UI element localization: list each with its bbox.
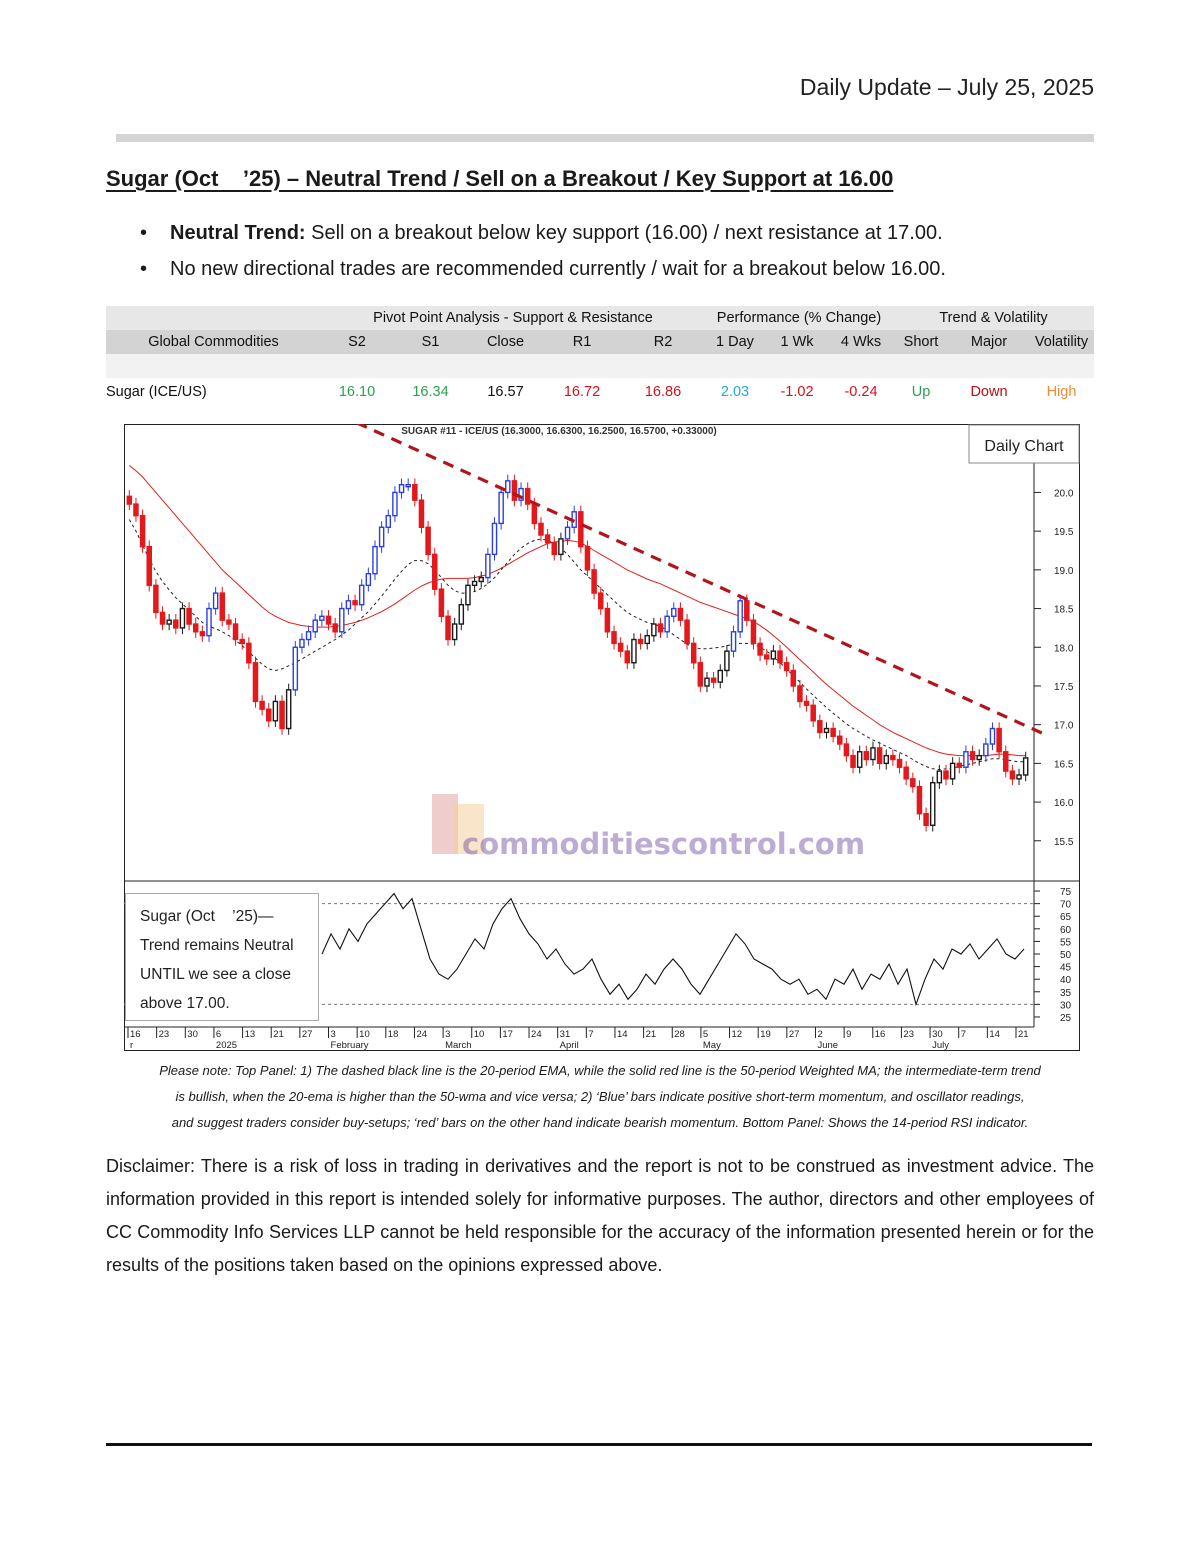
date-tick-label: 30: [932, 1029, 943, 1040]
candle-body: [838, 736, 842, 744]
candle-body: [731, 632, 735, 651]
pivot-table: [106, 306, 1094, 406]
candle-body: [565, 527, 569, 539]
candle-body: [267, 709, 271, 721]
candle-body: [240, 640, 244, 644]
watermark-text: commoditiescontrol.com: [462, 827, 866, 861]
candle-body: [326, 616, 330, 624]
candle-body: [1017, 775, 1021, 779]
candle-body: [692, 643, 696, 662]
candle-body: [1004, 752, 1008, 771]
col-header: S2: [321, 330, 393, 354]
price-tick-label: 18.5: [1054, 604, 1074, 616]
candle-body: [200, 632, 204, 636]
candle: [141, 509, 145, 552]
candle: [419, 494, 423, 533]
date-tick-label: 27: [788, 1029, 800, 1040]
price-tick-label: 18.0: [1054, 643, 1074, 655]
candle-body: [546, 535, 550, 543]
candle-body: [658, 624, 662, 632]
date-tick-label: 7: [960, 1029, 967, 1040]
rsi-tick-label: 40: [1060, 975, 1072, 987]
cell-s2: 16.10: [338, 384, 376, 400]
col-header: 4 Wks: [829, 330, 893, 354]
chart-label: Daily Chart: [984, 438, 1064, 455]
candle-body: [579, 512, 583, 547]
candle-body: [997, 729, 1001, 752]
date-tick-label: 27: [301, 1029, 313, 1040]
cell-major: Down: [970, 384, 1008, 400]
candle-body: [307, 632, 311, 640]
month-label: April: [559, 1040, 579, 1051]
candle-body: [539, 523, 543, 535]
date-tick-label: 10: [473, 1029, 485, 1040]
candle-body: [951, 763, 955, 778]
candle: [738, 595, 742, 638]
candle-body: [824, 729, 828, 733]
candle-body: [373, 547, 377, 574]
candle-body: [944, 771, 948, 779]
candle-body: [433, 554, 437, 589]
candle-body: [705, 678, 709, 686]
candle-body: [486, 554, 490, 577]
candle-body: [134, 504, 138, 516]
candle-body: [585, 547, 589, 570]
candle: [579, 506, 583, 553]
candle-body: [897, 760, 901, 768]
candle: [280, 695, 284, 734]
month-label: 2025: [215, 1040, 238, 1051]
cell-r1: 16.72: [563, 384, 601, 400]
date-tick-label: 5: [702, 1029, 709, 1040]
col-header: 1 Day: [705, 330, 765, 354]
candle-body: [639, 640, 643, 644]
candle-body: [247, 643, 251, 662]
rsi-tick-label: 25: [1060, 1012, 1072, 1024]
candle-body: [665, 616, 669, 631]
month-label: r: [130, 1040, 134, 1051]
cell-close: 16.57: [487, 384, 524, 400]
rsi-callout-line: above 17.00.: [140, 995, 230, 1012]
candle-body: [592, 570, 596, 593]
candle-body: [419, 500, 423, 527]
candle-body: [459, 605, 463, 624]
group-performance: Performance (% Change): [705, 306, 893, 330]
bullet-item: [140, 222, 943, 245]
date-tick-label: 21: [1018, 1029, 1029, 1040]
cell-1day: 2.03: [720, 384, 750, 400]
candle-body: [917, 787, 921, 814]
bullet-text: Sell on a breakout below key support (16.00) / next resistance at 17.00.: [305, 222, 943, 244]
candle-body: [771, 651, 775, 659]
col-header: S1: [393, 330, 468, 354]
date-tick-label: 14: [989, 1029, 1000, 1040]
price-tick-label: 19.0: [1054, 565, 1074, 577]
candle-body: [180, 609, 184, 628]
candle-body: [160, 612, 164, 624]
month-label: March: [445, 1040, 472, 1051]
candle-body: [552, 543, 556, 555]
date-tick-label: 21: [273, 1029, 284, 1040]
candle: [499, 486, 503, 529]
candle-body: [911, 779, 915, 787]
candle-body: [380, 527, 384, 546]
candle-body: [466, 585, 470, 604]
candle-body: [712, 678, 716, 682]
candle-body: [446, 616, 450, 639]
candle-body: [818, 721, 822, 733]
candle-body: [805, 701, 809, 705]
date-tick-label: 3: [445, 1029, 451, 1040]
candle-body: [526, 489, 530, 504]
date-tick-label: 18: [387, 1029, 399, 1040]
price-tick-label: 17.0: [1054, 720, 1074, 732]
group-trend: Trend & Volatility: [893, 306, 1094, 330]
group-pivot: Pivot Point Analysis - Support & Resistance: [321, 306, 705, 330]
candle-body: [499, 492, 503, 523]
candle-body: [685, 620, 689, 643]
candle: [220, 587, 224, 626]
disclaimer: Disclaimer: There is a risk of loss in trading in derivatives and the report is not to be construed as investment advice. The information provided in this report is intended solely for informative purposes. The author, directors and other employees of CC Commodity Info Services LLP cannot be held responsible for the accuracy of the information presented herein or for the results of the positions taken based on the opinions expressed above.: [106, 1156, 1094, 1275]
candle-body: [506, 481, 510, 493]
bullet-dot-icon: •: [140, 222, 148, 244]
col-header: Global Commodities: [106, 330, 321, 354]
date-tick-label: 28: [674, 1029, 685, 1040]
section-title: Sugar (Oct ’25) – Neutral Trend / Sell on a Breakout / Key Support at 16.00: [106, 166, 894, 191]
col-header: R2: [621, 330, 705, 354]
candle-body: [313, 620, 317, 632]
candle-body: [619, 643, 623, 651]
cell-commodity: Sugar (ICE/US): [106, 384, 207, 400]
candle-body: [871, 748, 875, 760]
candle-body: [745, 601, 749, 620]
date-tick-label: 2: [817, 1029, 823, 1040]
report-date: Daily Update – July 25, 2025: [799, 74, 1094, 100]
candle-body: [260, 701, 264, 709]
candle-body: [924, 814, 928, 826]
candle-body: [612, 632, 616, 644]
price-tick-label: 20.0: [1054, 488, 1074, 500]
date-tick-label: 3: [330, 1029, 336, 1040]
date-tick-label: 24: [416, 1029, 428, 1040]
date-tick-label: 19: [760, 1029, 771, 1040]
candle-body: [844, 744, 848, 756]
candle-body: [964, 752, 968, 767]
candle-body: [492, 523, 496, 554]
candle-body: [957, 763, 961, 767]
candle-body: [971, 752, 975, 760]
candle: [253, 657, 257, 708]
date-tick-label: 16: [874, 1029, 886, 1040]
price-tick-label: 17.5: [1054, 681, 1074, 693]
candle-body: [360, 585, 364, 604]
month-label: June: [817, 1040, 839, 1051]
candle-body: [207, 609, 211, 636]
candle: [492, 517, 496, 560]
bullet-text: No new directional trades are recommended currently / wait for a breakout below 16.00.: [170, 258, 946, 280]
candle-body: [227, 620, 231, 624]
candle-body: [984, 744, 988, 756]
candle-body: [426, 527, 430, 554]
bullet-dot-icon: •: [140, 258, 148, 280]
table-row: [106, 378, 1094, 406]
date-tick-label: 14: [616, 1029, 628, 1040]
candle-body: [366, 574, 370, 586]
candle-body: [220, 593, 224, 620]
rsi-callout-line: Sugar (Oct ’25)—: [140, 908, 274, 925]
candle-body: [798, 686, 802, 701]
date-tick-label: 10: [359, 1029, 370, 1040]
candle-body: [851, 756, 855, 768]
candle-body: [1024, 758, 1028, 775]
col-header: Major: [949, 330, 1029, 354]
candle-body: [765, 655, 769, 659]
candle-body: [194, 624, 198, 632]
cell-r2: 16.86: [644, 384, 682, 400]
candle-body: [725, 651, 729, 670]
bullet-item: [140, 258, 946, 281]
chart-title: SUGAR #11 - ICE/US (16.3000, 16.6300, 16.2500, 16.5700, +0.33000): [401, 426, 717, 437]
table-spacer-row: [106, 354, 1094, 378]
candle-body: [904, 767, 908, 779]
candle-body: [233, 624, 237, 639]
col-header: Volatility: [1029, 330, 1094, 354]
candle-body: [532, 504, 536, 523]
sugar-chart: [124, 424, 1080, 1051]
candle-body: [738, 601, 742, 632]
candle-body: [174, 620, 178, 628]
candle-body: [785, 663, 789, 671]
candle-body: [831, 729, 835, 737]
candle-body: [884, 756, 888, 764]
price-tick-label: 16.0: [1054, 798, 1074, 810]
date-tick-label: 30: [187, 1029, 198, 1040]
rsi-tick-label: 60: [1060, 924, 1072, 936]
candle-body: [698, 663, 702, 686]
rsi-tick-label: 55: [1060, 937, 1072, 949]
rsi-tick-label: 35: [1060, 987, 1072, 999]
candle-body: [127, 496, 131, 504]
candle-body: [346, 601, 350, 609]
candle-body: [645, 636, 649, 644]
candle: [931, 777, 935, 832]
candle-body: [718, 670, 722, 682]
candle-body: [599, 593, 603, 608]
date-tick-label: 17: [502, 1029, 513, 1040]
candle-body: [393, 492, 397, 515]
candle-body: [937, 771, 941, 783]
chart-note: Please note: Top Panel: 1) The dashed black line is the 20-period EMA, while the solid red line is the 50-period Weighted MA; the intermediate-term trend is bullish, when the 20-ema is higher than the 50-wma and vice versa; 2) ‘Blue’ bars indicate positive short-term momentum, and oscillator readings, and suggest traders consider buy-setups; ‘red’ bars on the other hand indicate bearish momentum. Bottom Panel: Shows the 14-period RSI indicator.: [159, 1063, 1041, 1130]
rsi-tick-label: 75: [1060, 887, 1072, 899]
candle-body: [300, 640, 304, 648]
cell-volatility: High: [1046, 384, 1077, 400]
candle-body: [280, 701, 284, 728]
col-header: 1 Wk: [765, 330, 829, 354]
candle-body: [253, 663, 257, 702]
candle-body: [652, 624, 656, 636]
candle: [439, 583, 443, 622]
cell-4wks: -0.24: [844, 384, 878, 400]
candle-body: [386, 516, 390, 528]
candle-body: [287, 690, 291, 729]
candle-body: [473, 581, 477, 585]
candle-body: [990, 729, 994, 744]
candle-body: [858, 752, 862, 767]
candle-body: [353, 601, 357, 605]
candle-body: [333, 624, 337, 632]
table-column-header: [106, 330, 1094, 354]
month-label: July: [932, 1040, 949, 1051]
date-tick-label: 16: [130, 1029, 141, 1040]
candle: [426, 521, 430, 560]
rsi-callout-box: [125, 893, 319, 1021]
price-tick-label: 16.5: [1054, 759, 1074, 771]
table-group-header: [106, 306, 1094, 330]
candle-body: [605, 609, 609, 632]
col-header: Close: [468, 330, 543, 354]
candle-body: [878, 748, 882, 763]
candle: [207, 602, 211, 641]
candle-body: [672, 609, 676, 617]
candle-body: [147, 547, 151, 586]
candle-body: [479, 578, 483, 582]
candle-body: [678, 609, 682, 621]
candle-body: [891, 756, 895, 760]
col-header: R1: [543, 330, 621, 354]
candle: [293, 641, 297, 696]
candle-body: [632, 640, 636, 663]
candle-body: [931, 783, 935, 826]
cell-1wk: -1.02: [780, 384, 814, 400]
candle-body: [214, 593, 218, 608]
rsi-callout-line: Trend remains Neutral: [140, 937, 294, 954]
bullet-bold: Neutral Trend:: [170, 222, 306, 244]
rsi-callout-line: UNTIL we see a close: [140, 966, 292, 983]
candle: [154, 579, 158, 618]
cell-short: Up: [911, 384, 931, 400]
footer-divider: [106, 1443, 1092, 1446]
candle: [147, 540, 151, 591]
rsi-tick-label: 30: [1060, 1000, 1072, 1012]
candle-body: [559, 539, 563, 554]
rsi-tick-label: 70: [1060, 899, 1072, 911]
month-label: February: [330, 1040, 369, 1051]
date-tick-label: 23: [903, 1029, 914, 1040]
date-tick-label: 9: [846, 1029, 852, 1040]
candle-body: [791, 670, 795, 685]
candle-body: [778, 651, 782, 663]
candle-body: [512, 481, 516, 500]
candle-body: [625, 651, 629, 663]
candle-body: [320, 616, 324, 620]
candle-body: [811, 705, 815, 720]
candle-body: [187, 609, 191, 624]
candle-body: [340, 609, 344, 632]
candle: [433, 548, 437, 595]
candle-body: [1010, 771, 1014, 779]
candle-body: [413, 485, 417, 500]
candle-body: [273, 701, 277, 720]
rsi-tick-label: 45: [1060, 962, 1072, 974]
date-tick-label: 24: [531, 1029, 542, 1040]
header-divider: [116, 134, 1094, 142]
month-label: May: [702, 1040, 721, 1051]
candle-body: [167, 620, 171, 624]
candle-body: [439, 589, 443, 616]
rsi-tick-label: 65: [1060, 912, 1072, 924]
candle-body: [406, 485, 410, 487]
date-tick-label: 13: [244, 1029, 256, 1040]
candle-body: [141, 516, 145, 547]
candle-body: [293, 647, 297, 690]
date-tick-label: 6: [215, 1029, 222, 1040]
rsi-tick-label: 50: [1060, 950, 1072, 961]
candle-body: [758, 643, 762, 655]
date-tick-label: 21: [645, 1029, 657, 1040]
candle-body: [399, 485, 403, 493]
price-tick-label: 19.5: [1054, 527, 1074, 539]
candle: [917, 780, 921, 819]
candle-body: [453, 624, 457, 639]
candle: [287, 684, 291, 735]
candle-body: [864, 752, 868, 760]
price-tick-label: 15.5: [1054, 836, 1074, 848]
cell-s1: 16.34: [412, 384, 449, 400]
date-tick-label: 7: [588, 1029, 594, 1040]
date-tick-label: 23: [158, 1029, 170, 1040]
candle-body: [751, 620, 755, 643]
col-header: Short: [893, 330, 949, 354]
candle-body: [977, 756, 981, 760]
date-tick-label: 31: [559, 1029, 571, 1040]
date-tick-label: 12: [731, 1029, 743, 1040]
candle: [373, 540, 377, 579]
candle-body: [154, 585, 158, 612]
